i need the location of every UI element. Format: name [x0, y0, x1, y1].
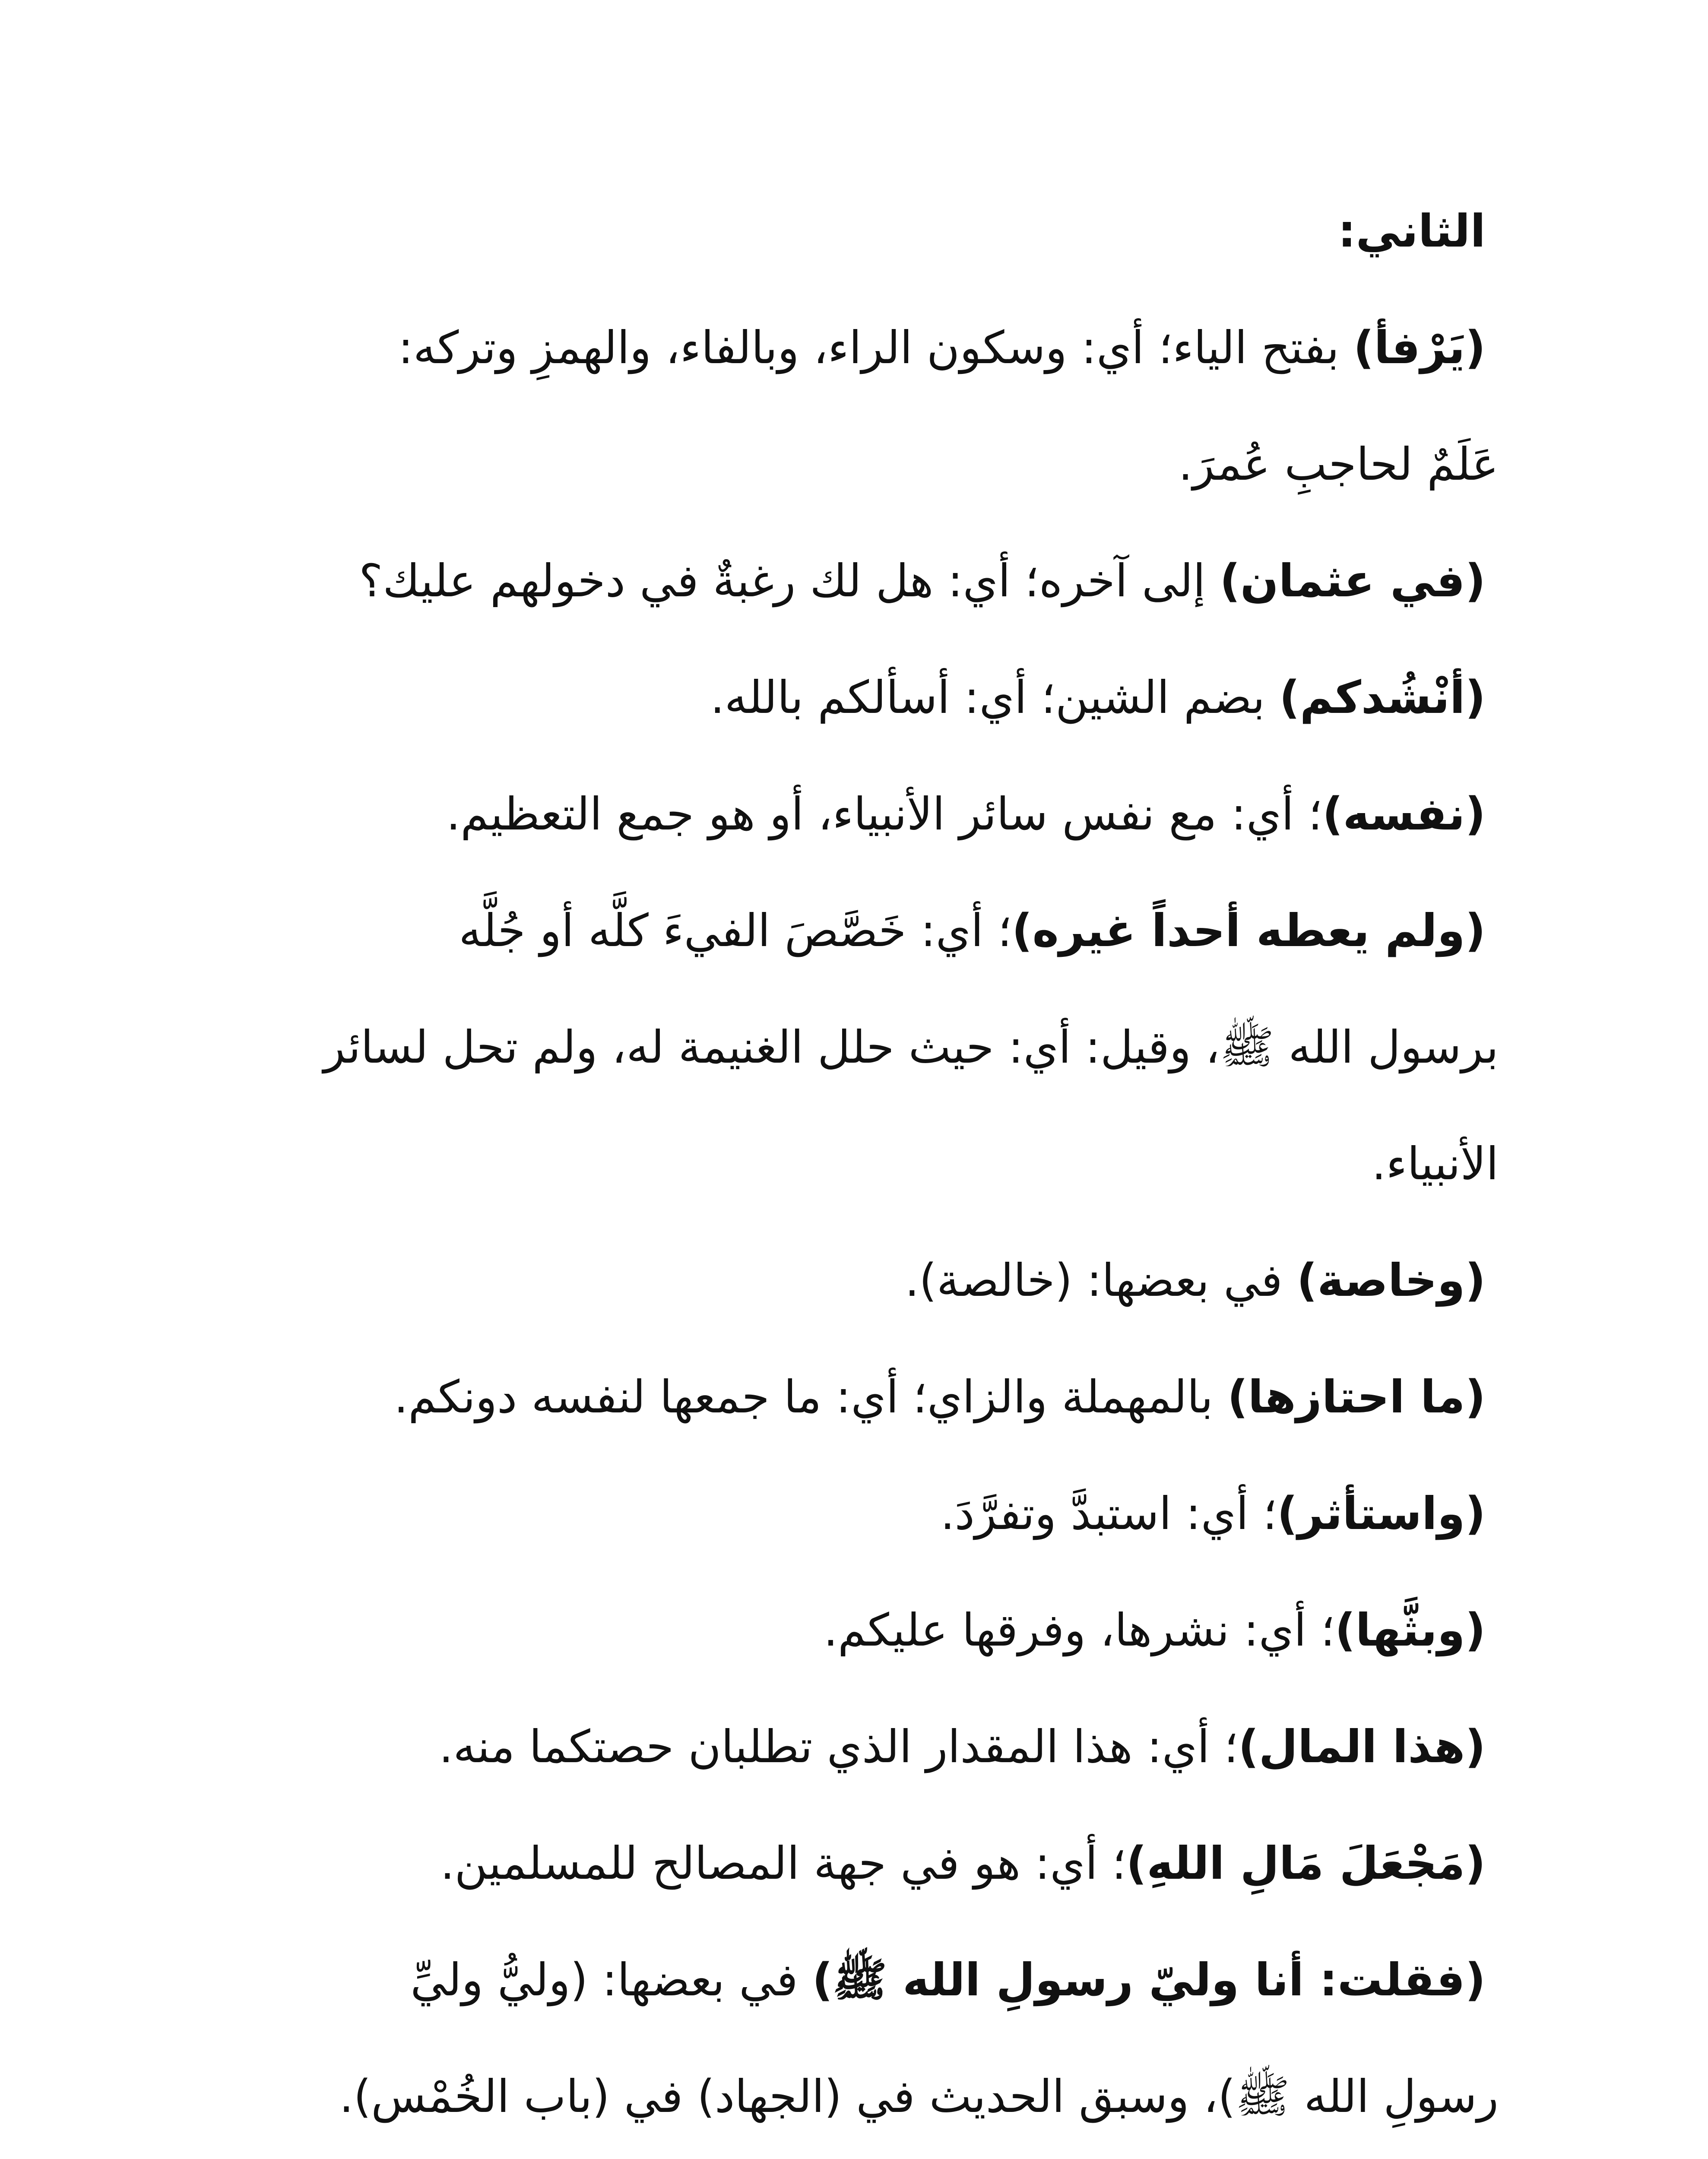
entry-text: بفتح الياء؛ أي: وسكون الراء، وبالفاء، والهمزِ وتركه:	[398, 321, 1354, 374]
commentary-entry	[359, 522, 1486, 639]
entry-term: (ما احتازها)	[1227, 1371, 1486, 1423]
section-heading: الثاني:	[1337, 205, 1486, 257]
entry-text: بضم الشين؛ أي: أسألكم بالله.	[710, 671, 1280, 724]
entry-text: في بعضها: (خالصة).	[905, 1254, 1297, 1307]
commentary-entry	[905, 1222, 1486, 1339]
entry-term: (هذا المال)	[1238, 1720, 1486, 1773]
commentary-entry	[394, 1339, 1486, 1455]
entry-text: ؛ أي: استبدَّ وتفرَّدَ.	[940, 1487, 1277, 1540]
commentary-entry	[710, 639, 1486, 756]
entry-continuation: الأنبياء.	[1372, 1137, 1499, 1190]
entry-text: ؛ أي: هذا المقدار الذي تطلبان حصتكما منه.	[439, 1720, 1239, 1773]
entry-term: (فقلت: أنا وليّ رسولِ الله ﷺ)	[812, 1953, 1486, 2006]
entry-term: (واستأثر)	[1277, 1487, 1486, 1540]
entry-text: بالمهملة والزاي؛ أي: ما جمعها لنفسه دونكم.	[394, 1371, 1228, 1423]
entry-continuation: برسول الله ﷺ، وقيل: أي: حيث حلل الغنيمة له، ولم تحل لسائر	[323, 1021, 1499, 1073]
entry-text: ؛ أي: خَصَّصَ الفيءَ كلَّه أو جُلَّه	[459, 904, 1012, 957]
entry-continuation: رسولِ الله ﷺ)، وسبق الحديث في (الجهاد) في (باب الخُمْس).	[339, 2070, 1499, 2123]
commentary-entry	[605, 2155, 1486, 2159]
commentary-entry	[440, 1805, 1486, 1922]
entry-text: ؛ أي: مع نفس سائر الأنبياء، أو هو جمع التعظيم.	[446, 788, 1323, 840]
commentary-entry	[410, 1922, 1486, 2038]
commentary-entry	[439, 1688, 1486, 1805]
entry-term: (يَرْفأ)	[1353, 321, 1486, 374]
commentary-entry	[459, 872, 1486, 989]
entry-text: ؛ أي: نشرها، وفرقها عليكم.	[824, 1604, 1335, 1656]
entry-text: في بعضها: (وليُّ وليِّ	[410, 1953, 812, 2006]
entry-term: (وخاصة)	[1296, 1254, 1486, 1307]
entry-term: (ولم يعطه أحداً غيره)	[1012, 904, 1486, 957]
entry-text: إلى آخره؛ أي: هل لك رغبةٌ في دخولهم عليك؟	[359, 554, 1220, 607]
entry-term: (وبثَّها)	[1335, 1604, 1486, 1656]
entry-term: (في عثمان)	[1220, 554, 1486, 607]
book-page	[207, 173, 1499, 2159]
commentary-entry	[824, 1572, 1486, 1688]
entry-continuation: عَلَمٌ لحاجبِ عُمرَ.	[1178, 438, 1499, 491]
entry-term: (نفسه)	[1322, 788, 1486, 840]
commentary-entry	[446, 756, 1486, 872]
entry-term: (مَجْعَلَ مَالِ اللهِ)	[1126, 1837, 1486, 1890]
commentary-entry	[398, 289, 1486, 406]
entry-term: (أنْشُدكم)	[1279, 671, 1486, 724]
commentary-entry	[941, 1455, 1486, 1572]
entry-text: ؛ أي: هو في جهة المصالح للمسلمين.	[440, 1837, 1126, 1890]
